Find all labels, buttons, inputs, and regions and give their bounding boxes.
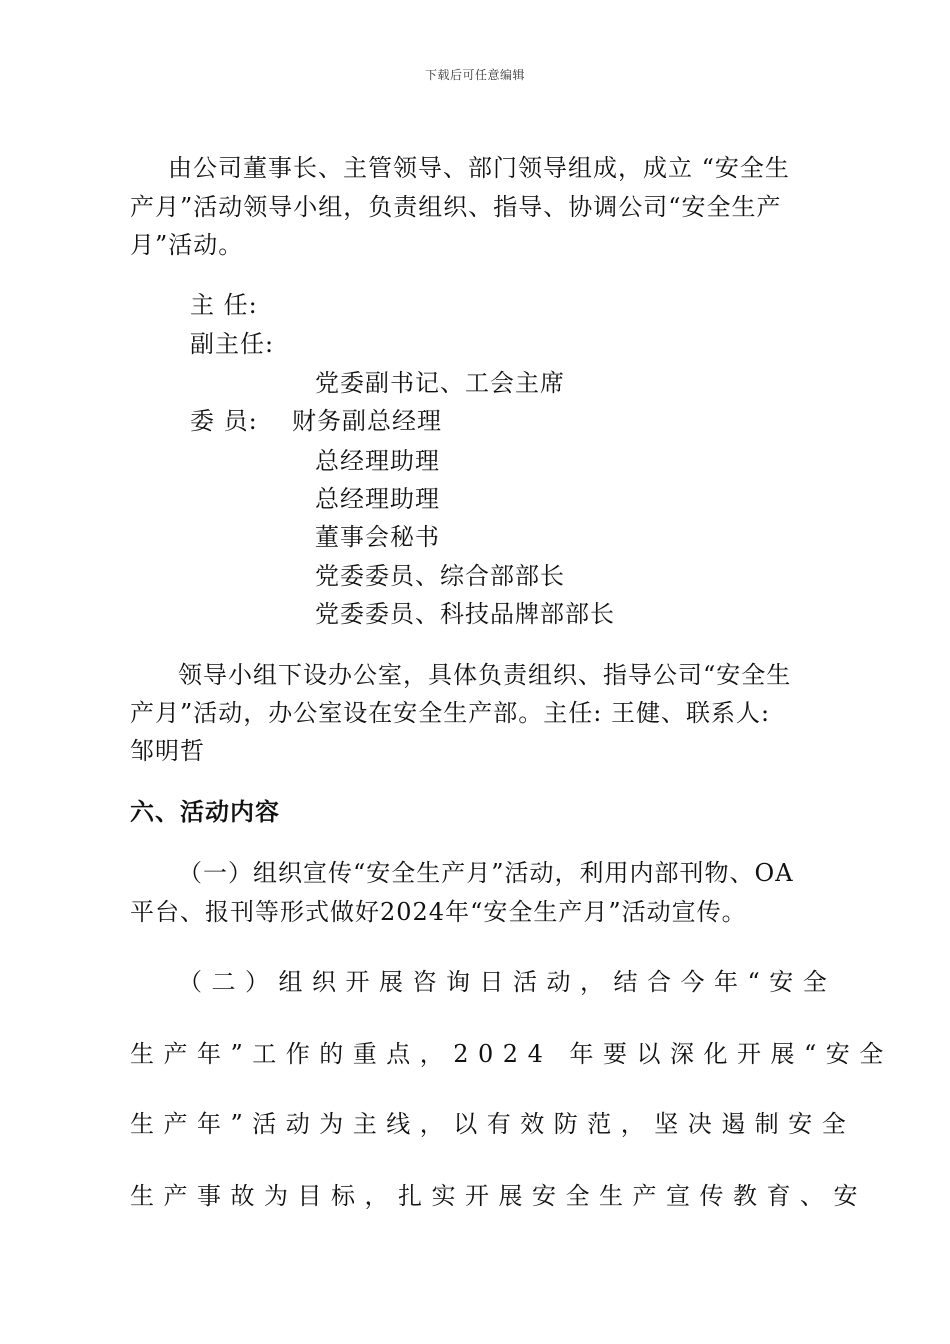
committee-member-3: 总经理助理 [315, 485, 440, 513]
paragraph1-line3: 月”活动。 [130, 231, 244, 259]
deputy-label: 副主任: [190, 330, 275, 358]
item2-line2: 生产年”工作的重点，2024 年要以深化开展“安全 [130, 1040, 893, 1068]
item2-line4: 生产事故为目标，扎实开展安全生产宣传教育、安 [130, 1182, 867, 1210]
committee-member-5: 党委委员、综合部部长 [315, 562, 565, 590]
committee-member-6: 党委委员、科技品牌部部长 [315, 600, 615, 628]
committee-label: 委 员: [190, 407, 258, 435]
deputy-role: 党委副书记、工会主席 [315, 369, 565, 397]
paragraph2-line2: 产月”活动，办公室设在安全生产部。主任: 王健、联系人: [130, 699, 771, 727]
paragraph1-line1: 由公司董事长、主管领导、部门领导组成，成立 “安全生 [168, 154, 790, 182]
paragraph1-line2: 产月”活动领导小组，负责组织、指导、协调公司“安全生产 [130, 193, 782, 221]
download-note: 下载后可任意编辑 [424, 68, 525, 82]
item1-line2: 平台、报刊等形式做好2024年“安全生产月”活动宣传。 [130, 898, 747, 926]
committee-member-4: 董事会秘书 [315, 523, 440, 551]
committee-member-1: 财务副总经理 [292, 407, 442, 435]
committee-member-2: 总经理助理 [315, 447, 440, 475]
paragraph2-line1: 领导小组下设办公室，具体负责组织、指导公司“安全生 [178, 661, 792, 689]
item2-line1: （二）组织开展咨询日活动，结合今年“安全 [178, 968, 837, 996]
item1-line1: （一）组织宣传“安全生产月”活动，利用内部刊物、OA [178, 859, 794, 887]
paragraph2-line3: 邹明哲 [130, 737, 205, 765]
section-heading: 六、活动内容 [130, 797, 280, 826]
director-label: 主 任: [190, 291, 258, 319]
item2-line3: 生产年”活动为主线，以有效防范，坚决遏制安全 [130, 1110, 856, 1138]
